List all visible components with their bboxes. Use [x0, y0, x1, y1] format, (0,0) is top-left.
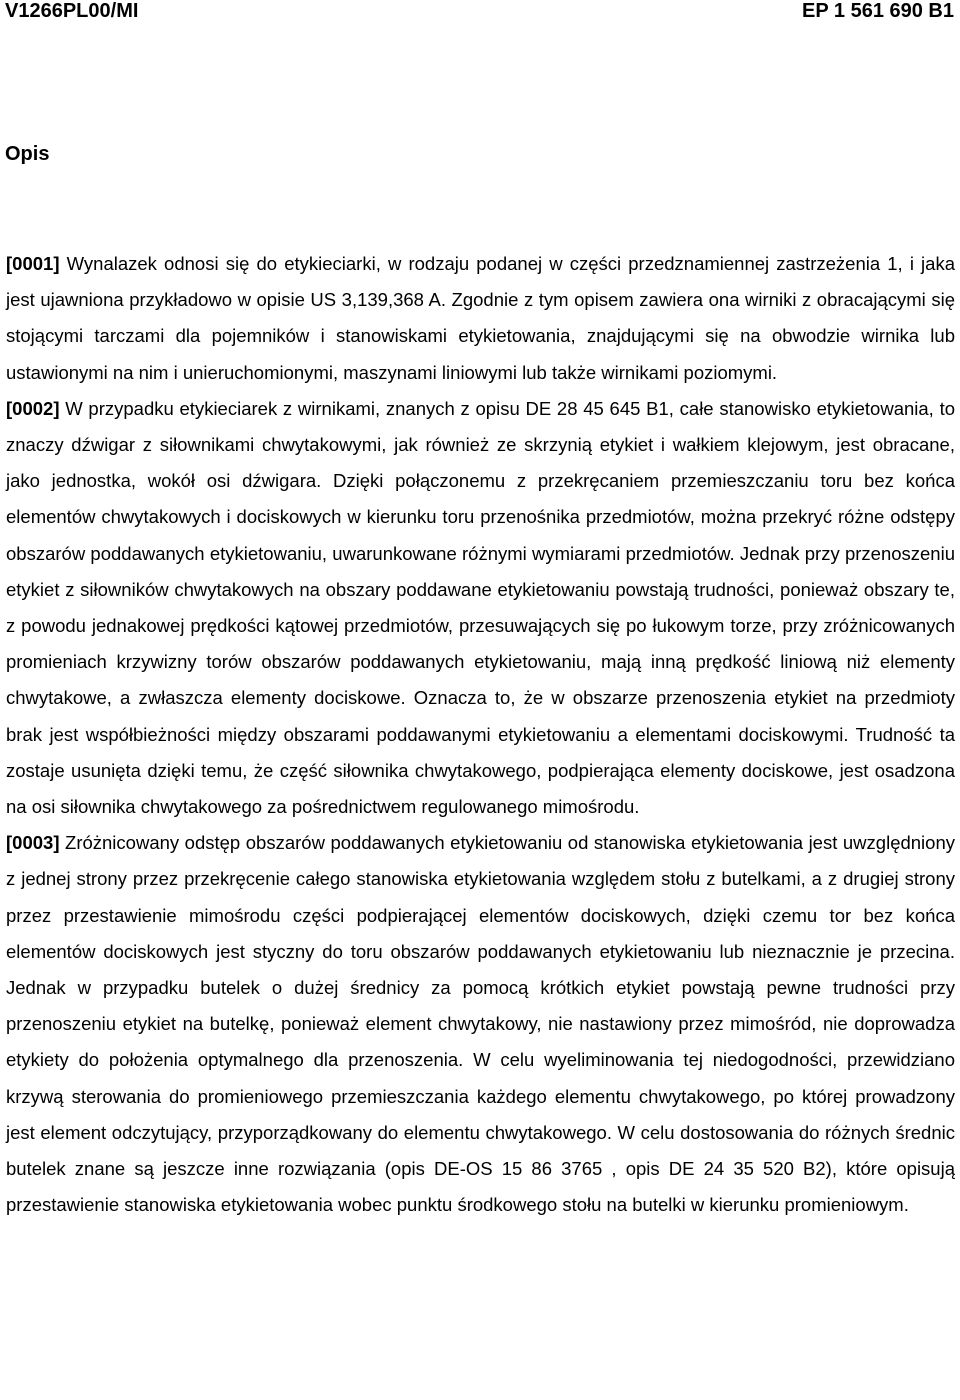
- paragraph-0003: [6, 825, 955, 1223]
- patent-number: EP 1 561 690 B1: [802, 0, 954, 22]
- paragraph-0002: [6, 391, 955, 825]
- paragraph-0001: [6, 246, 955, 391]
- paragraph-text: Zróżnicowany odstęp obszarów poddawanych etykietowaniu od stanowiska etykietowania jest uwzględniony z jednej strony przez przekręcenie całego stanowiska etykietowania względem stołu z butelkami, a z drugiej strony przez przestawienie mimośrodu części podpierającej elementów dociskowych, dzięki czemu tor bez końca elementów dociskowych jest styczny do toru obszarów poddawanych etykietowaniu lub nieznacznie je przecina. Jednak w przypadku butelek o dużej średnicy za pomocą krótkich etykiet powstają pewne trudności przy przenoszeniu etykiet na butelkę, ponieważ element chwytakowy, nie nastawiony przez mimośród, nie doprowadza etykiety do położenia optymalnego dla przenoszenia. W celu wyeliminowania tej niedogodności, przewidziano krzywą sterowania do promieniowego przemieszczania każdego elementu chwytakowego, po której prowadzony jest element odczytujący, przyporządkowany do elementu chwytakowego. W celu dostosowania do różnych średnic butelek znane są jeszcze inne rozwiązania (opis DE-OS 15 86 3765 , opis DE 24 35 520 B2), które opisują przestawienie stanowiska etykietowania wobec punktu środkowego stołu na butelki w kierunku promieniowym.: [6, 832, 955, 1216]
- section-title: Opis: [5, 143, 50, 165]
- document-reference: V1266PL00/MI: [5, 0, 139, 22]
- description-body: [6, 246, 955, 1223]
- page-header: [5, 0, 954, 26]
- paragraph-text: W przypadku etykieciarek z wirnikami, znanych z opisu DE 28 45 645 B1, całe stanowisko etykietowania, to znaczy dźwigar z siłownikami chwytakowymi, jak również ze skrzynią etykiet i wałkiem klejowym, jest obracane, jako jednostka, wokół osi dźwigara. Dzięki połączonemu z przekręcaniem przemieszczaniu toru bez końca elementów chwytakowych i dociskowych w kierunku toru przenośnika przedmiotów, można przekryć różne odstępy obszarów poddawanych etykietowaniu, uwarunkowane różnymi wymiarami przedmiotów. Jednak przy przenoszeniu etykiet z siłowników chwytakowych na obszary poddawane etykietowaniu powstają trudności, ponieważ obszary te, z powodu jednakowej prędkości kątowej przedmiotów, przesuwających się po łukowym torze, przy zróżnicowanych promieniach krzywizny torów obszarów poddawanych etykietowaniu, mają inną prędkość liniową niż elementy chwytakowe, a zwłaszcza elementy dociskowe. Oznacza to, że w obszarze przenoszenia etykiet na przedmioty brak jest współbieżności między obszarami poddawanymi etykietowaniu a elementami dociskowymi. Trudność ta zostaje usunięta dzięki temu, że część siłownika chwytakowego, podpierająca elementy dociskowe, jest osadzona na osi siłownika chwytakowego za pośrednictwem regulowanego mimośrodu.: [6, 397, 955, 818]
- paragraph-number: [0001]: [6, 253, 60, 274]
- paragraph-text: Wynalazek odnosi się do etykieciarki, w rodzaju podanej w części przedznamiennej zastrzeżenia 1, i jaka jest ujawniona przykładowo w opisie US 3,139,368 A. Zgodnie z tym opisem zawiera ona wirniki z obracającymi się stojącymi tarczami dla pojemników i stanowiskami etykietowania, znajdującymi się na obwodzie wirnika lub ustawionymi na nim i unieruchomionymi, maszynami liniowymi lub także wirnikami poziomymi.: [6, 253, 955, 383]
- paragraph-number: [0003]: [6, 832, 60, 854]
- paragraph-number: [0002]: [6, 397, 60, 419]
